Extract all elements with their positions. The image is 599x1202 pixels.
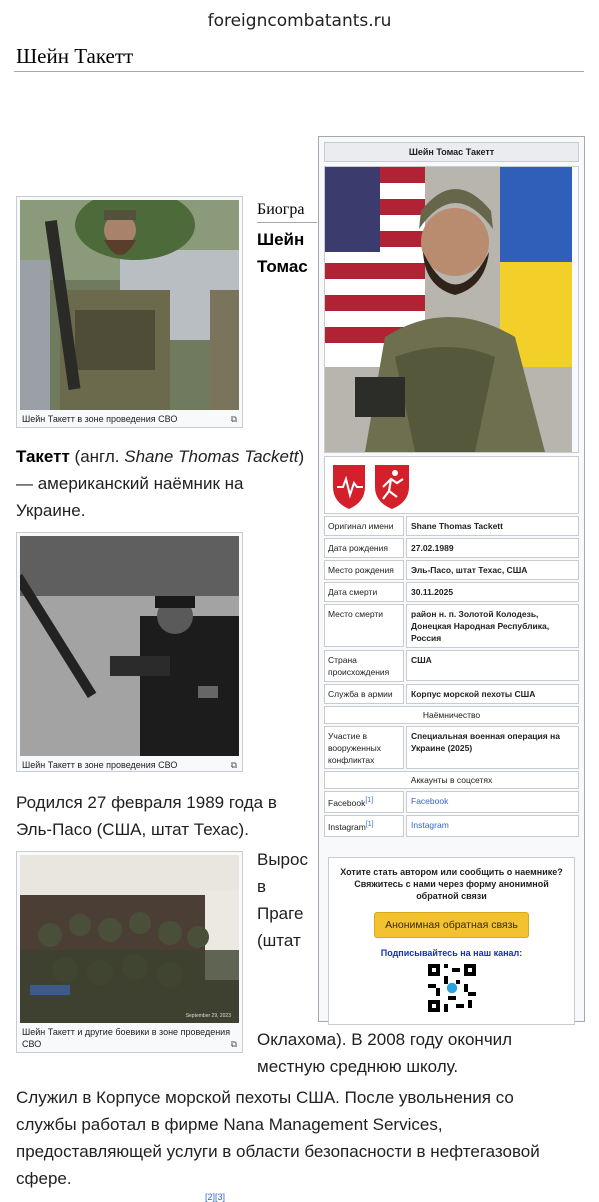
infobox (318, 136, 585, 1022)
runner-shield-icon (375, 465, 409, 509)
infobox-row-birth-place: Место рождения Эль-Пасо, штат Техас, США (324, 560, 579, 580)
intro-paragraph: Такетт (англ. Shane Thomas Tackett) — американский наёмник на Украине. (16, 447, 305, 520)
infobox-row-conflicts: Участие в вооруженных конфликтах Специальная военная операция на Украине (2025) (324, 726, 579, 769)
infobox-row-original-name: Оригинал имени Shane Thomas Tackett (324, 516, 579, 536)
section-heading-rule (257, 222, 317, 223)
infobox-row-death-place: Место смерти район н. п. Золотой Колодезь, Донецкая Народная Республика, Россия (324, 604, 579, 648)
enlarge-icon[interactable]: ⧉ (230, 414, 237, 424)
infobox-photo[interactable] (324, 166, 579, 453)
school-paragraph: Оклахома). В 2008 году окончил местную среднюю школу. (257, 1030, 513, 1076)
browser-url-bar[interactable] (0, 0, 599, 42)
enlarge-icon[interactable]: ⧉ (230, 760, 237, 770)
ref-link[interactable]: [1] (365, 820, 374, 828)
feedback-box (328, 857, 575, 1025)
feedback-prompt: Хотите стать автором или сообщить о наемнике? Свяжитесь с нами через форму анонимной обратной связи (340, 866, 563, 901)
infobox-row-facebook: Facebook[1] Facebook (324, 791, 579, 813)
grew-up-text: Вырос в Праге (штат (257, 850, 308, 950)
thumbnail-3[interactable] (16, 851, 243, 1053)
thumbnail-1-caption: Шейн Такетт в зоне проведения СВО ⧉ (22, 414, 237, 424)
ref-link[interactable]: [1] (365, 797, 374, 804)
infobox-row-military-service: Служба в армии Корпус морской пехоты США (324, 684, 579, 704)
thumbnail-3-caption: Шейн Такетт и другие боевики в зоне проведения СВО ⧉ (22, 1027, 237, 1049)
page-title: Шейн Такетт (16, 44, 134, 68)
infobox-section-accounts: Аккаунты в соцсетях (324, 771, 579, 789)
name-middle: Томас (257, 257, 308, 276)
service-paragraph: Служил в Корпусе морской пехоты США. После увольнения со службы работал в фирме Nana Management Services, предоставляющей услуги в области безопасности в нефтегазовой сфере. (16, 1088, 540, 1188)
thumbnail-1[interactable] (16, 196, 243, 428)
infobox-row-origin-country: Страна происхождения США (324, 650, 579, 682)
anonymous-feedback-button[interactable]: Анонимная обратная связь (374, 912, 529, 938)
facebook-link[interactable]: Facebook (406, 791, 579, 813)
thumbnail-3-photo[interactable] (20, 855, 239, 1023)
photo-date-stamp: September 29, 2023 (185, 1013, 231, 1019)
infobox-emblems (324, 456, 579, 514)
infobox-header: Шейн Томас Такетт (324, 142, 579, 162)
url-text: foreigncombatants.ru (207, 11, 392, 31)
subscribe-label: Подписывайтесь на наш канал: (380, 947, 523, 958)
thumbnail-2[interactable] (16, 532, 243, 772)
infobox-row-death-date: Дата смерти 30.11.2025 (324, 582, 579, 602)
instagram-link[interactable]: Instagram (406, 815, 579, 837)
infobox-row-instagram: Instagram[1] Instagram (324, 815, 579, 837)
thumbnail-2-caption: Шейн Такетт в зоне проведения СВО ⧉ (22, 760, 237, 770)
footnote-link[interactable]: [2][3] (205, 1192, 226, 1202)
telegram-qr-code[interactable] (428, 964, 476, 1012)
infobox-section-mercenary: Наёмничество (324, 706, 579, 724)
infobox-row-birth-date: Дата рождения 27.02.1989 (324, 538, 579, 558)
medic-shield-icon (333, 465, 365, 509)
name-first: Шейн (257, 230, 305, 249)
thumbnail-1-photo[interactable] (20, 200, 239, 410)
enlarge-icon[interactable]: ⧉ (230, 1039, 237, 1049)
section-heading: Биогра (257, 201, 305, 218)
birth-paragraph: Родился 27 февраля 1989 года в Эль-Пасо (США, штат Техас). (16, 793, 277, 839)
thumbnail-2-photo[interactable] (20, 536, 239, 756)
title-divider (14, 71, 584, 72)
